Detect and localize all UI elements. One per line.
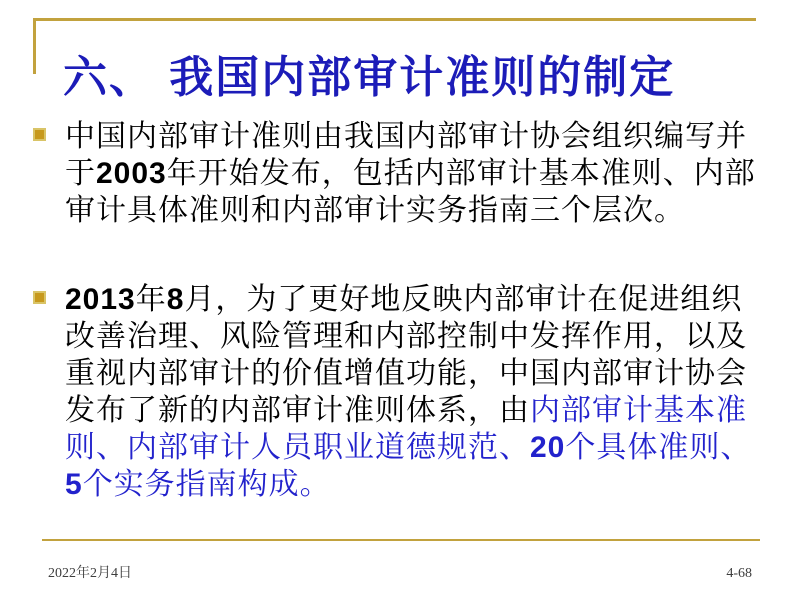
text-line [65, 192, 756, 229]
text-segment: 2013 [65, 283, 136, 316]
text-line [65, 318, 751, 355]
text-segment: 8 [166, 283, 185, 316]
footer-divider [42, 539, 760, 541]
bullet-text [65, 118, 756, 229]
text-segment: 于 [65, 157, 96, 190]
text-line [65, 429, 751, 466]
text-segment: 年 [135, 283, 167, 316]
bullet-item [33, 118, 773, 229]
bullet-list [33, 118, 773, 503]
footer-page-number: 4-68 [726, 566, 752, 581]
text-segment: 内部审计基本准 [530, 394, 747, 427]
text-segment: 5 [65, 468, 83, 501]
text-segment: 20 [530, 431, 566, 464]
text-line [65, 155, 756, 192]
text-segment: 重视内部审计的价值增值功能，中国内部审计协会 [65, 357, 747, 390]
bullet-square-icon [33, 291, 46, 304]
text-segment: 改善治理、风险管理和内部控制中发挥作用，以及 [65, 320, 747, 353]
text-segment: 发布了新的内部审计准则体系，由 [65, 394, 530, 427]
bullet-text [65, 281, 751, 503]
text-line [65, 355, 751, 392]
text-segment: 个实务指南构成。 [82, 468, 331, 501]
page-title: 六、 我国内部审计准则的制定 [63, 53, 676, 102]
text-segment: 个具体准则、 [565, 431, 752, 464]
bullet-square-icon [33, 128, 46, 141]
text-segment: 中国内部审计准则由我国内部审计协会组织编写并 [65, 120, 747, 153]
bullet-item [33, 281, 773, 503]
text-line [65, 392, 751, 429]
text-segment: 2003 [96, 157, 167, 190]
text-segment: 则、内部审计人员职业道德规范、 [65, 431, 530, 464]
text-segment: 年开始发布，包括内部审计基本准则、内部 [166, 157, 756, 190]
text-line [65, 118, 756, 155]
footer-date: 2022年2月4日 [48, 566, 132, 581]
text-segment: 月，为了更好地反映内部审计在促进组织 [184, 283, 743, 316]
text-line [65, 281, 751, 318]
text-segment: 审计具体准则和内部审计实务指南三个层次。 [65, 194, 685, 227]
text-line [65, 466, 751, 503]
